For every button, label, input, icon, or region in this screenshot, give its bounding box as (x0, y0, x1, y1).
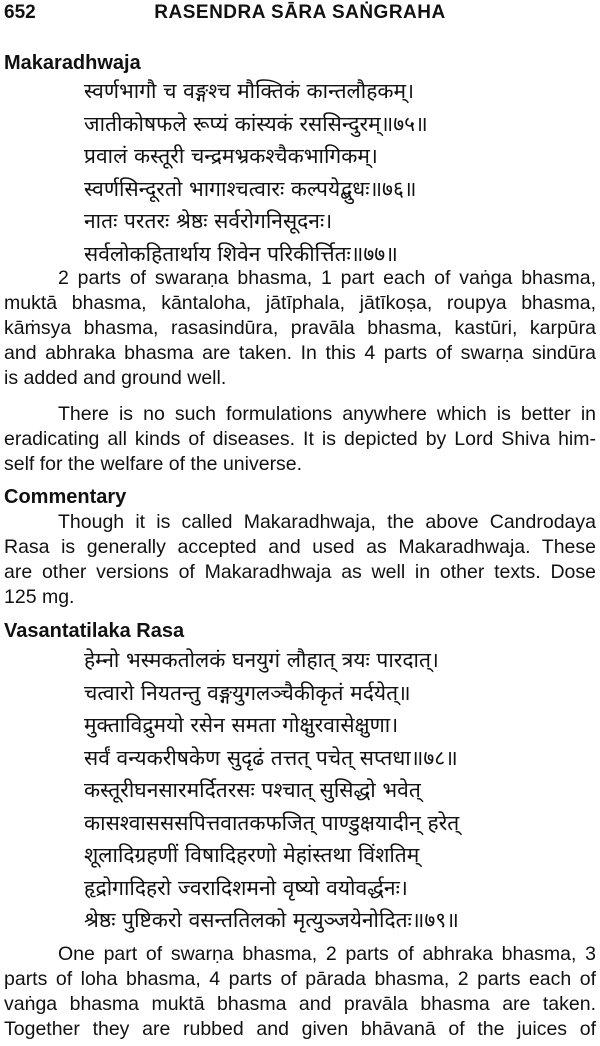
text-line: is added and ground well. (4, 367, 227, 389)
text-line: Though it is called Makaradhwaja, the above Candrodaya (58, 511, 596, 533)
verse-line: स्वर्णसिन्दूरतो भागाश्चत्वारः कल्पयेद्बुधः॥७६॥ (84, 176, 417, 201)
page-number: 652 (4, 2, 36, 23)
verse-line: हृद्रोगादिहरो ज्वरादिशमनो वृष्यो वयोवर्द्धनः। (84, 875, 408, 900)
page-header (4, 2, 596, 28)
text-line: Rasa is generally accepted and used as Makaradhwaja. These (4, 536, 596, 558)
running-title: RASENDRA SĀRA SAṄGRAHA (154, 2, 446, 23)
verse-line: स्वर्णभागौ च वङ्गश्च मौक्तिकं कान्तलौहकम्। (84, 79, 415, 103)
verse-line: सर्वं वन्यकरीषकेण सुदृढं तत्तत् पचेत् सप्तधा॥७८॥ (84, 745, 458, 770)
section-heading-commentary: Commentary (4, 486, 127, 508)
text-line: One part of swarṇa bhasma, 2 parts of abhraka bhasma, 3 (58, 943, 596, 965)
translation-paragraph-3 (4, 942, 596, 1042)
text-line: 125 mg. (4, 586, 75, 608)
text-line: parts of loha bhasma, 4 parts of pārada bhasma, 2 parts each of (4, 968, 596, 990)
verse-line: हेम्नो भस्मकतोलकं घनयुगं लौहात् त्रयः पारदात्। (84, 648, 439, 672)
section-heading-vasantatilaka-rasa: Vasantatilaka Rasa (4, 620, 185, 642)
commentary-paragraph (4, 510, 596, 610)
text-line: 2 parts of swaraṇa bhasma, 1 part each of vaṅga bhasma, (58, 267, 596, 289)
verse-line: शूलादिग्रहणीं विषादिहरणो मेहांस्तथा विंशतिम् (84, 843, 420, 867)
verse-line: मुक्ताविद्रुमयो रसेन समता गोक्षुरवासेक्षुणा। (84, 713, 399, 737)
text-line: vaṅga bhasma muktā bhasma and pravāla bhasma are taken. (4, 993, 596, 1015)
text-line: muktā bhasma, kāntaloha, jātīphala, jātīkoṣa, roupya bhasma, (4, 292, 596, 314)
section-heading-makaradhwaja: Makaradhwaja (4, 52, 141, 74)
translation-paragraph-1 (4, 266, 596, 391)
verse-line: जातीकोषफले रूप्यं कांस्यकं रससिन्दुरम्॥७५॥ (84, 111, 428, 136)
text-line: kāṁsya bhasma, rasasindūra, pravāla bhasma, kastūri, karpūra (4, 317, 596, 339)
text-line: Together they are rubbed and given bhāvanā of the juices of (4, 1018, 596, 1040)
sanskrit-verse-75-77 (84, 75, 514, 270)
text-line: There is no such formulations anywhere which is better in (58, 403, 596, 425)
verse-line: कस्तूरीघनसारमर्दितरसः पश्चात् सुसिद्धो भवेत् (84, 778, 421, 802)
verse-line: चत्वारो नियतन्तु वङ्गयुगलञ्चैकीकृतं मर्दयेत्॥ (84, 680, 411, 705)
text-line: are other versions of Makaradhwaja as well in other texts. Dose (4, 561, 596, 583)
verse-line: सर्वलोकहितार्थाय शिवेन परिकीर्त्तितः॥७७॥ (84, 241, 398, 266)
verse-line: कासश्वासससपित्तवातकफजित् पाण्डुक्षयादीन् हरेत् (84, 810, 460, 835)
text-line: and abhraka bhasma are taken. In this 4 parts of swarṇa sindūra (4, 342, 596, 364)
text-line: eradicating all kinds of diseases. It is depicted by Lord Shiva him- (4, 428, 596, 450)
verse-line: श्रेष्ठः पुष्टिकरो वसन्ततिलको मृत्युञ्जयेनोदितः॥७९॥ (84, 908, 459, 932)
text-line: self for the welfare of the universe. (4, 453, 303, 475)
sanskrit-verse-78-79 (84, 644, 514, 937)
verse-line: नातः परतरः श्रेष्ठः सर्वरोगनिसूदनः। (84, 209, 333, 233)
translation-paragraph-2 (4, 402, 596, 477)
verse-line: प्रवालं कस्तूरी चन्द्रमभ्रकश्चैकभागिकम्। (84, 144, 378, 168)
